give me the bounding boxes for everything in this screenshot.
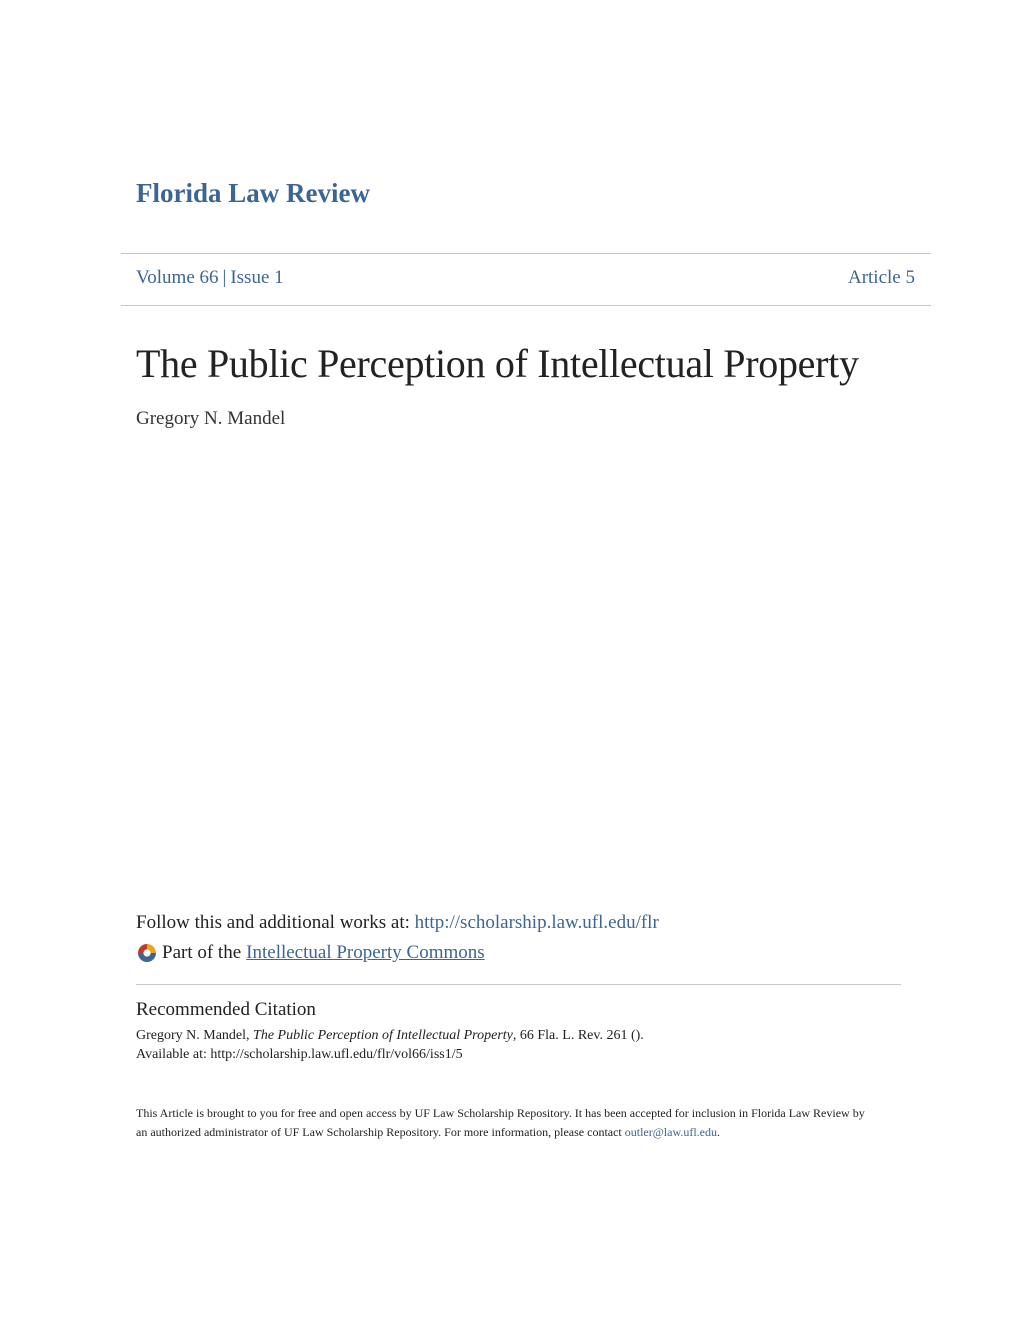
author-name: Gregory N. Mandel (136, 408, 286, 429)
commons-link[interactable]: Intellectual Property Commons (246, 942, 485, 963)
collection-url-link[interactable]: http://scholarship.law.ufl.edu/flr (414, 912, 659, 933)
article-title: The Public Perception of Intellectual Property (136, 341, 859, 386)
footer-note (136, 1104, 886, 1142)
citation-body (136, 1026, 644, 1064)
article-number-link[interactable]: Article 5 (847, 267, 915, 288)
footer-line-2: an authorized administrator of UF Law Scholarship Repository. For more information, please contact (136, 1125, 625, 1139)
citation-divider (136, 984, 901, 985)
follow-line (136, 912, 659, 934)
header-divider (121, 305, 931, 306)
available-url[interactable]: http://scholarship.law.ufl.edu/flr/vol66/iss1/5 (210, 1047, 463, 1062)
network-logo-icon (136, 942, 158, 964)
top-divider (121, 253, 931, 254)
citation-author: Gregory N. Mandel, (136, 1028, 254, 1043)
journal-title-link[interactable]: Florida Law Review (136, 178, 370, 208)
citation-title: The Public Perception of Intellectual Property (253, 1028, 513, 1043)
issue-link[interactable]: Issue 1 (230, 267, 284, 288)
citation-heading: Recommended Citation (136, 999, 316, 1020)
available-prefix: Available at: (136, 1047, 211, 1062)
available-line (136, 1045, 644, 1064)
citation-source: , 66 Fla. L. Rev. 261 (). (512, 1028, 644, 1043)
part-of-line (136, 942, 485, 964)
volume-link[interactable]: Volume 66 (136, 267, 219, 288)
issue-info (136, 267, 284, 289)
follow-prefix: Follow this and additional works at: (136, 912, 415, 933)
footer-line-2-end: . (717, 1125, 721, 1139)
footer-line-1: This Article is brought to you for free and open access by UF Law Scholarship Repository. It has been accepted for inclusion in Florida Law Review by (136, 1106, 865, 1120)
issue-separator: | (222, 267, 227, 288)
part-of-prefix: Part of the (162, 942, 242, 963)
citation-line (136, 1026, 644, 1045)
contact-email-link[interactable]: outler@law.ufl.edu (624, 1125, 718, 1139)
